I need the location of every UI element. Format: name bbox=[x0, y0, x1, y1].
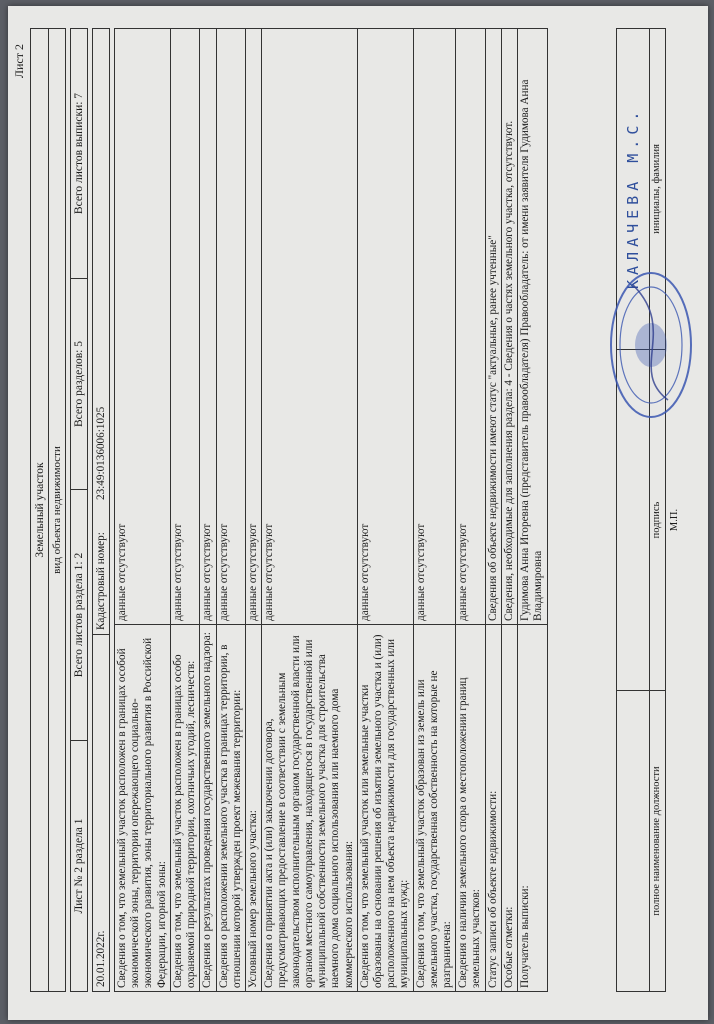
row-label: Получатель выписки: bbox=[518, 625, 547, 992]
row-value: Сведения, необходимые для заполнения раздела: 4 - Сведения о частях земельного участка, отсутствуют. bbox=[501, 29, 517, 625]
official-seal bbox=[608, 270, 694, 420]
row-value: данные отсутствуют bbox=[245, 29, 261, 625]
stamp-caption: М.П. bbox=[668, 508, 680, 532]
table-row bbox=[357, 29, 413, 992]
row-value: Гудимова Анна Игоревна (представитель правообладателя) Правообладатель: от имени заявителя Гудимова Анна Владимировна bbox=[518, 29, 547, 625]
row-value: данные отсутствуют bbox=[413, 29, 456, 625]
table-row bbox=[485, 29, 501, 992]
cadastral-label: Кадастровый номер: bbox=[95, 532, 107, 630]
table-row bbox=[170, 29, 199, 992]
sheet-number: Лист 2 bbox=[12, 44, 26, 79]
row-label: Сведения о принятии акта и (или) заключении договора, предусматривающих предоставление в соответствии с земельным законодательством исполнительным органом государственной власти или органом местного самоуправления, находящегося в государственной или муниципальной собственности земельного участка для строительства наемного дома социального использования или наемного дома коммерческого использования: bbox=[262, 625, 358, 992]
row-value: Сведения об объекте недвижимости имеют статус "актуальные, ранее учтенные" bbox=[485, 29, 501, 625]
row-label: Сведения о том, что земельный участок или земельные участки образованы на основании решения об изъятии земельного участка и (или) расположенного на нем объекта недвижимости для государственных или муниципальных нужд: bbox=[357, 625, 413, 992]
table-row bbox=[518, 29, 547, 992]
row-label: Сведения о том, что земельный участок расположен в границах особой экономической зоны, территории опережающего социально-экономического развития, зоны территориального развития в Российской Федерации, игорной зоны: bbox=[115, 625, 171, 992]
object-title: Земельный участок bbox=[30, 28, 49, 992]
object-subtitle: вид объекта недвижимости bbox=[48, 28, 66, 992]
row-value: данные отсутствуют bbox=[115, 29, 171, 625]
row-label: Сведения о том, что земельный участок расположен в границах особо охраняемой природной территории, охотничьих угодий, лесничеств: bbox=[170, 625, 199, 992]
cadastral-number: 23:49:0136006:1025 bbox=[95, 406, 107, 500]
table-row bbox=[456, 29, 485, 992]
document-page bbox=[8, 6, 708, 1020]
row-label: Особые отметки: bbox=[501, 625, 517, 992]
signature-caption: подпись bbox=[649, 350, 663, 690]
row-value: данные отсутствуют bbox=[200, 29, 216, 625]
table-row bbox=[262, 29, 358, 992]
table-row bbox=[501, 29, 517, 992]
sections-total: Всего разделов: 5 bbox=[71, 278, 87, 489]
table-row bbox=[216, 29, 245, 992]
position-caption: полное наименование должности bbox=[649, 691, 663, 991]
sheets-in-extract: Всего листов выписки: 7 bbox=[73, 92, 85, 215]
sheet-of-section: Лист № 2 раздела 1 bbox=[71, 740, 87, 991]
table-row bbox=[115, 29, 171, 992]
row-label: Условный номер земельного участка: bbox=[245, 625, 261, 992]
date-cadastral-row bbox=[92, 28, 110, 992]
info-table bbox=[114, 28, 548, 992]
row-label: Сведения о расположении земельного участка в границах территории, в отношении которой утвержден проект межевания территории: bbox=[216, 625, 245, 992]
table-row bbox=[200, 29, 216, 992]
row-value: данные отсутствуют bbox=[262, 29, 358, 625]
sheets-in-section: Всего листов раздела 1: 2 bbox=[71, 489, 87, 740]
row-value: данные отсутствуют bbox=[357, 29, 413, 625]
extract-sheet bbox=[10, 10, 700, 1010]
table-row bbox=[245, 29, 261, 992]
row-value: данные отсутствуют bbox=[170, 29, 199, 625]
row-value: данные отсутствуют bbox=[216, 29, 245, 625]
row-label: Сведения о наличии земельного спора о местоположении границ земельных участков: bbox=[456, 625, 485, 992]
position-cell bbox=[617, 690, 665, 991]
handwritten-name: КАЛАЧЕВА М.С. bbox=[624, 106, 642, 289]
signature-block bbox=[616, 28, 680, 992]
table-row bbox=[413, 29, 456, 992]
name-caption: инициалы, фамилия bbox=[649, 29, 663, 349]
row-label: Статус записи об объекте недвижимости: bbox=[485, 625, 501, 992]
row-value: данные отсутствуют bbox=[456, 29, 485, 625]
row-label: Сведения о том, что земельный участок образован из земель или земельного участка, государственная собственность на которые не разграничена: bbox=[413, 625, 456, 992]
row-label: Сведения о результатах проведения государственного земельного надзора: bbox=[200, 625, 216, 992]
extract-date: 20.01.2022г. bbox=[93, 634, 109, 991]
sheet-info-row bbox=[70, 28, 88, 992]
